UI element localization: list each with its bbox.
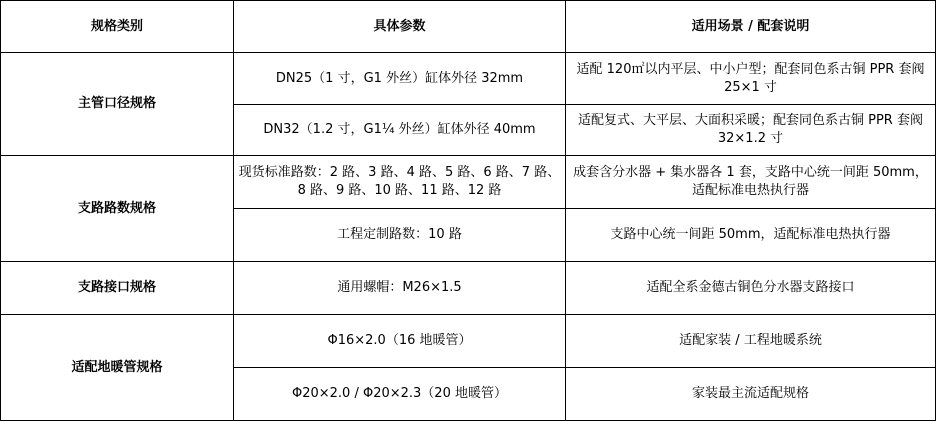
category-main-pipe: 主管口径规格 — [1, 53, 234, 156]
table-row — [1, 156, 936, 209]
note-cell: 适配全系金德古铜色分水器支路接口 — [566, 262, 936, 315]
table-row — [1, 53, 936, 105]
param-cell: Φ16×2.0（16 地暖管） — [234, 315, 566, 368]
note-cell: 家装最主流适配规格 — [566, 368, 936, 421]
header-category: 规格类别 — [1, 1, 234, 53]
category-branch-count: 支路路数规格 — [1, 156, 234, 262]
note-cell: 成套含分水器 + 集水器各 1 套，支路中心统一间距 50mm，适配标准电热执行器 — [566, 156, 936, 209]
table-row — [1, 315, 936, 368]
param-cell: 工程定制路数：10 路 — [234, 209, 566, 262]
header-scenario: 适用场景 / 配套说明 — [566, 1, 936, 53]
category-floor-heating-pipe: 适配地暖管规格 — [1, 315, 234, 421]
param-cell: 现货标准路数：2 路、3 路、4 路、5 路、6 路、7 路、8 路、9 路、10 路、11 路、12 路 — [234, 156, 566, 209]
category-branch-interface: 支路接口规格 — [1, 262, 234, 315]
param-cell: DN25（1 寸，G1 外丝）缸体外径 32mm — [234, 53, 566, 105]
header-row — [1, 1, 936, 53]
param-cell: Φ20×2.0 / Φ20×2.3（20 地暖管） — [234, 368, 566, 421]
table-row — [1, 262, 936, 315]
param-cell: 通用螺帽：M26×1.5 — [234, 262, 566, 315]
note-cell: 支路中心统一间距 50mm，适配标准电热执行器 — [566, 209, 936, 262]
header-params: 具体参数 — [234, 1, 566, 53]
note-cell: 适配家装 / 工程地暖系统 — [566, 315, 936, 368]
note-cell: 适配复式、大平层、大面积采暖；配套同色系古铜 PPR 套阀 32×1.2 寸 — [566, 105, 936, 156]
note-cell: 适配 120㎡以内平层、中小户型；配套同色系古铜 PPR 套阀 25×1 寸 — [566, 53, 936, 105]
param-cell: DN32（1.2 寸，G1¼ 外丝）缸体外径 40mm — [234, 105, 566, 156]
